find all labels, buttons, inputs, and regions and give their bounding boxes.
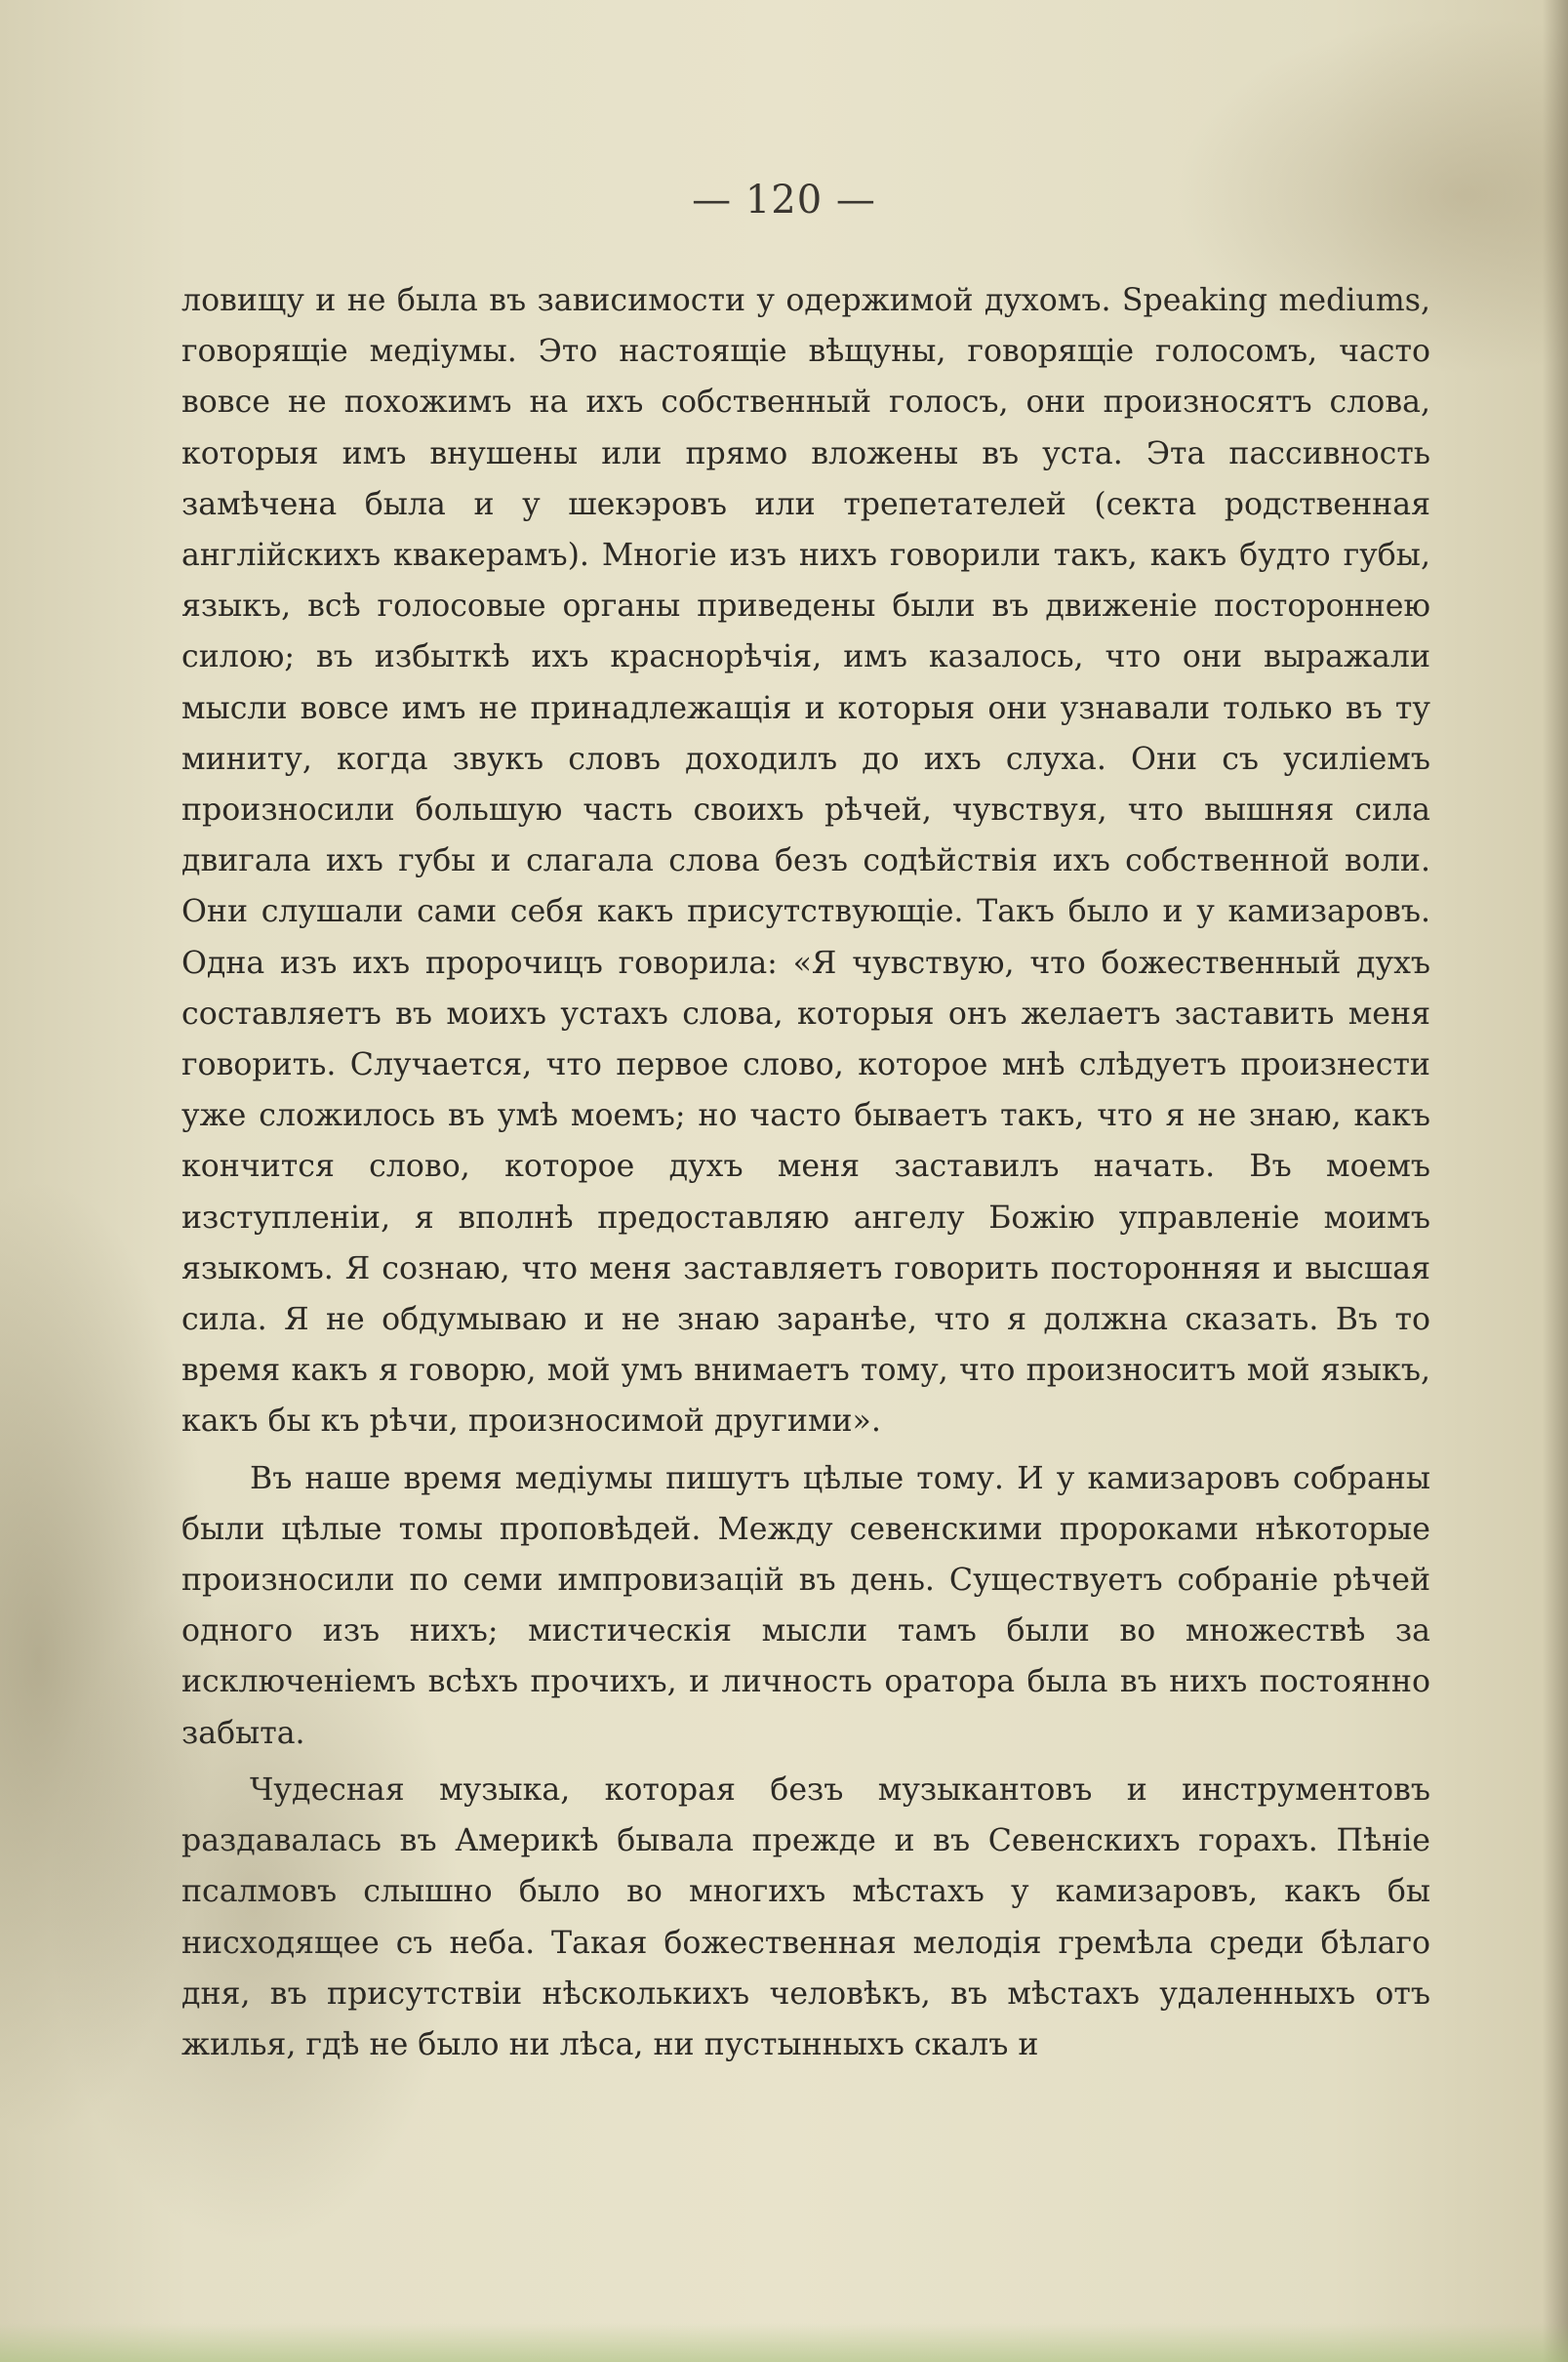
paragraph: ловищу и не была въ зависимости у одержимой духомъ. Speaking mediums, говорящіе медіумы. Это настоящіе вѣщуны, говорящіе голосомъ, часто вовсе не похожимъ на ихъ собственный голосъ, они произносятъ слова, которыя имъ внушены или прямо вложены въ уста. Эта пассивность замѣчена была и у шекэровъ или трепетателей (секта родственная англійскихъ квакерамъ). Многіе изъ нихъ говорили такъ, какъ будто губы, языкъ, всѣ голосовые органы приведены были въ движеніе постороннею силою; въ избыткѣ ихъ краснорѣчія, имъ казалось, что они выражали мысли вовсе имъ не принадлежащія и которыя они узнавали только въ ту миниту, когда звукъ словъ доходилъ до ихъ слуха. Они съ усиліемъ произносили большую часть своихъ рѣчей, чувствуя, что вышняя сила двигала ихъ губы и слагала слова безъ содѣйствія ихъ собственной воли. Они слушали сами себя какъ присутствующіе. Такъ было и у камизаровъ. Одна изъ ихъ пророчицъ говорила: «Я чувствую, что божественный духъ составляетъ въ моихъ устахъ слова, которыя онъ желаетъ заставить меня говорить. Случается, что первое слово, которое мнѣ слѣдуетъ произнести уже сложилось въ умѣ моемъ; но часто бываетъ такъ, что я не знаю, какъ кончится слово, которое духъ меня заставилъ начать. Въ моемъ изступленіи, я вполнѣ предоставляю ангелу Божію управленіе моимъ языкомъ. Я сознаю, что меня заставляетъ говорить посторонняя и высшая сила. Я не обдумываю и не знаю заранѣе, что я должна сказать. Въ то время какъ я говорю, мой умъ внимаетъ тому, что произноситъ мой языкъ, какъ бы къ рѣчи, произносимой другими». bbox=[181, 283, 1430, 1440]
body-text bbox=[181, 275, 1430, 2076]
page-edge-bottom bbox=[0, 2323, 1568, 2362]
page-edge-shadow bbox=[1543, 0, 1568, 2362]
paragraph: Въ наше время медіумы пишутъ цѣлые тому. И у камизаровъ собраны были цѣлые томы проповѣдей. Между севенскими пророками нѣкоторые произносили по семи импровизацій въ день. Существуетъ собраніе рѣчей одного изъ нихъ; мистическія мысли тамъ были во множествѣ за исключеніемъ всѣхъ прочихъ, и личность оратора была въ нихъ постоянно забыта. bbox=[181, 1460, 1430, 1751]
paragraph: Чудесная музыка, которая безъ музыкантовъ и инструментовъ раздавалась въ Америкѣ бывала прежде и въ Севенскихъ горахъ. Пѣніе псалмовъ слышно было во многихъ мѣстахъ у камизаровъ, какъ бы нисходящее съ неба. Такая божественная мелодія гремѣла среди бѣлаго дня, въ присутствіи нѣсколькихъ человѣкъ, въ мѣстахъ удаленныхъ отъ жилья, гдѣ не было ни лѣса, ни пустынныхъ скалъ и bbox=[181, 1772, 1430, 2062]
page-number: — 120 — bbox=[692, 178, 876, 223]
